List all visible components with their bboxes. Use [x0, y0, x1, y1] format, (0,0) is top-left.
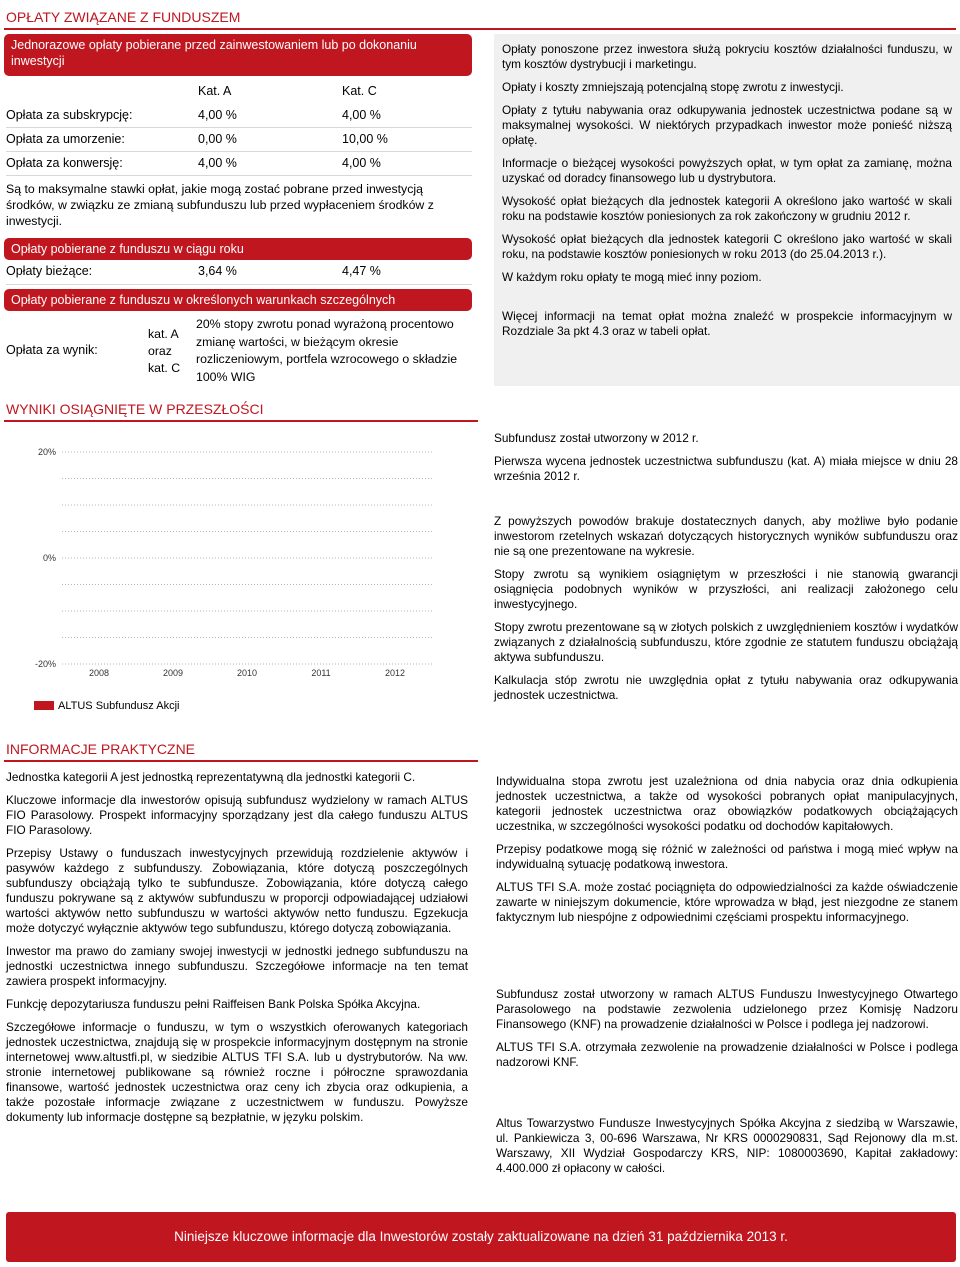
fees-info-paragraph: W każdym roku opłaty te mogą mieć inny poziom.: [502, 270, 762, 284]
fees-title-rule: [4, 28, 956, 30]
update-date-footer: Niniejsze kluczowe informacje dla Inwestorów zostały zaktualizowane na dzień 31 października 2013 r.: [6, 1212, 956, 1262]
past-text-paragraph: Subfundusz został utworzony w 2012 r.: [494, 431, 699, 445]
practical-paragraph: Przepisy Ustawy o funduszach inwestycyjnych przewidują rozdzielenie aktywów i pasywów każdego z subfunduszy. Zobowiązania, które dotyczą poszczególnych subfunduszy obciążają tylko te subfundusze. Zobowiązania, które dotyczą całego funduszu pokrywane są z aktywów subfunduszu w proporcji odpowiadającej udziałowi wartości aktywów netto subfunduszu w wartości aktywów netto funduszu. Egzekucja może dotyczyć wyłącznie aktywów tego subfunduszu, którego dotyczą zobowiązania.: [6, 846, 468, 935]
practical-paragraph: Inwestor ma prawo do zamiany swojej inwestycji w jednostki jednego subfunduszu na jednostki uczestnictwa innego subfunduszu. Szczegółowe informacje na ten temat zawiera prospekt informacyjny.: [6, 944, 468, 988]
past-performance-notes: [494, 514, 958, 711]
fees-info-paragraph: Wysokość opłat bieżących dla jednostek kategorii C określono jako wartość w skali roku, na podstawie kosztów poniesionych w roku 2013 (do 25.04.2013 r.).: [502, 232, 952, 261]
past-performance-chart: [0, 424, 480, 720]
ongoing-value-a: 3,64 %: [198, 264, 237, 278]
chart-legend-label: ALTUS Subfundusz Akcji: [58, 700, 180, 712]
past-title-rule: [4, 420, 478, 422]
ongoing-value-c: 4,47 %: [342, 264, 381, 278]
chart-legend-swatch: [34, 701, 54, 710]
fee-row-ongoing: [6, 264, 472, 282]
fees-column-headers: [6, 84, 472, 100]
divider: [6, 127, 472, 128]
performance-fee-description: 20% stopy zwrotu ponad wyrażoną procentowo zmianę wartości, w bieżącym okresie rozliczeniowym, portfela wzrocowego o składzie 100% WIG: [196, 317, 458, 384]
fee-row-value-c: 4,00 %: [342, 156, 381, 170]
fee-row-label: Opłata za konwersję:: [6, 156, 123, 170]
practical-title-rule: [4, 760, 478, 762]
fees-section-title: OPŁATY ZWIĄZANE Z FUNDUSZEM: [6, 9, 241, 25]
chart-gridlines: [62, 452, 432, 664]
fee-row-value-a: 0,00 %: [198, 132, 237, 146]
practical-paragraph: Indywidualna stopa zwrotu jest uzależniona od dnia nabycia oraz dnia odkupienia jednostek uczestnictwa, a także od wysokości pobranych opłat manipulacyjnych, kategorii jednostek uczestnictwa oraz obowiązków podatkowych obciążających uczestnika, w szczególności wysokości podatku od dochodów kapitałowych.: [496, 774, 958, 833]
col-header-kat-c: Kat. C: [342, 84, 377, 98]
ongoing-fees-header: Opłaty pobierane z funduszu w ciągu roku: [4, 238, 472, 260]
chart-x-ticks: [89, 668, 405, 678]
fees-info-text: [502, 42, 952, 347]
past-performance-intro: [494, 431, 958, 492]
past-performance-title: WYNIKI OSIĄGNIĘTE W PRZESZŁOŚCI: [6, 401, 264, 417]
practical-info-right-b: [496, 987, 958, 1078]
past-text-paragraph: Kalkulacja stóp zwrotu nie uwzględnia opłat z tytułu nabywania oraz odkupywania jednostek uczestnictwa.: [494, 673, 958, 702]
company-details: Altus Towarzystwo Fundusze Inwestycyjnych Spółka Akcyjna z siedzibą w Warszawie, ul. Pankiewicza 3, 00-696 Warszawa, Nr KRS 0000290831, Sąd Rejonowy dla m.st. Warszawy, XII Wydział Gospodarczy KRS, NIP: 1080003690, Kapitał zakładowy: 4.400.000 zł opłacony w całości.: [496, 1116, 958, 1175]
max-fees-note: Są to maksymalne stawki opłat, jakie mogą zostać pobrane przed inwestycją środków, w związku ze zmianą subfunduszu lub przed wypłaceniem środków z inwestycji.: [6, 182, 434, 228]
practical-paragraph: Subfundusz został utworzony w ramach ALTUS Funduszu Inwestycyjnego Otwartego Parasolowego na podstawie zezwolenia udzielonego przez Komisję Nadzoru Finansowego (KNF) na prowadzenie działalności w Polsce i podlega jej nadzorowi.: [496, 987, 958, 1031]
chart-x-tick-label: 2008: [88, 668, 110, 678]
chart-x-tick-label: 2011: [311, 668, 331, 678]
perf-cat-c: kat. C: [148, 361, 181, 375]
fees-info-paragraph: Opłaty i koszty zmniejszają potencjalną stopę zwrotu z inwestycji.: [502, 80, 844, 94]
divider: [6, 151, 472, 152]
practical-paragraph: Przepisy podatkowe mogą się różnić w zależności od państwa i mogą mieć wpływ na indywidualną sytuację podatkową inwestora.: [496, 842, 958, 871]
practical-info-right-a: [496, 774, 958, 933]
fee-row-value-c: 4,00 %: [342, 108, 381, 122]
fee-row-label: Opłata za subskrypcję:: [6, 108, 133, 122]
practical-paragraph: ALTUS TFI S.A. może zostać pociągnięta do odpowiedzialności za każde oświadczenie zawarte w niniejszym dokumencie, które wprowadza w błąd, jest niezgodne ze stanem faktycznym lub niespójne z odpowiednimi częściami prospektu informacyjnego.: [496, 880, 958, 924]
practical-paragraph: Jednostka kategorii A jest jednostką reprezentatywną dla jednostki kategorii C.: [6, 770, 416, 784]
chart-y-ticks: [35, 447, 56, 669]
practical-paragraph: ALTUS TFI S.A. otrzymała zezwolenie na prowadzenie działalności w Polsce i podlega nadzorowi KNF.: [496, 1040, 958, 1069]
divider: [6, 284, 472, 285]
practical-info-title: INFORMACJE PRAKTYCZNE: [6, 741, 196, 757]
past-text-paragraph: Stopy zwrotu są wynikiem osiągniętym w przeszłości i nie stanowią gwarancji osiągnięcia podobnych wyników w przyszłości, ani realizacji założonego celu inwestycyjnego.: [494, 567, 958, 611]
past-text-paragraph: Z powyższych powodów brakuje dostatecznych danych, aby możliwe było podanie inwestorom rzetelnych wskazań dotyczących historycznych wyników subfunduszu oraz nie są one prezentowane na wykresie.: [494, 514, 958, 558]
fees-info-paragraph: Wysokość opłat bieżących dla jednostek kategorii A określono jako wartość w skali roku na podstawie kosztów poniesionych za rok zakończony w grudniu 2012 r.: [502, 194, 952, 223]
perf-cat-and: oraz: [148, 344, 172, 358]
perf-cat-a: kat. A: [148, 327, 179, 341]
ongoing-fees-label: Opłaty bieżące:: [6, 264, 93, 278]
fee-row-subscription: [6, 108, 472, 126]
fee-row-value-a: 4,00 %: [198, 108, 237, 122]
fee-row-value-c: 10,00 %: [342, 132, 388, 146]
past-text-paragraph: Stopy zwrotu prezentowane są w złotych polskich z uwzględnieniem kosztów i wydatków związanych z działalnością subfunduszu, które zgodnie ze statutem funduszu obciążają aktywa subfunduszu.: [494, 620, 958, 664]
practical-paragraph: Kluczowe informacje dla inwestorów opisują subfundusz wydzielony w ramach ALTUS FIO Parasolowy. Prospekt informacyjny sporządzany jest dla całego funduszu ALTUS FIO Parasolowy.: [6, 793, 468, 837]
fee-row-redemption: [6, 132, 472, 150]
past-text-paragraph: Pierwsza wycena jednostek uczestnictwa subfunduszu (kat. A) miała miejsce w dniu 28 września 2012 r.: [494, 454, 958, 483]
fees-info-paragraph: Opłaty z tytułu nabywania oraz odkupywania jednostek uczestnictwa podane są w maksymalnej wysokości. W niektórych przypadkach inwestor może ponieść niższą opłatę.: [502, 103, 952, 147]
col-header-kat-a: Kat. A: [198, 84, 232, 98]
chart-x-tick-label: 2010: [236, 668, 258, 678]
one-off-fees-header: Jednorazowe opłaty pobierane przed zainwestowaniem lub po dokonaniu inwestycji: [4, 34, 472, 76]
performance-fee-categories: [148, 326, 180, 377]
chart-legend: [34, 700, 179, 712]
special-fees-header: Opłaty pobierane z funduszu w określonych warunkach szczególnych: [4, 289, 472, 311]
chart-y-tick-label: 0%: [42, 553, 56, 563]
chart-y-tick-label: 20%: [37, 447, 56, 457]
fees-info-paragraph: Więcej informacji na temat opłat można znaleźć w prospekcie informacyjnym w Rozdziale 3a pkt 4.3 oraz w tabeli opłat.: [502, 309, 952, 338]
practical-paragraph: Funkcję depozytariusza funduszu pełni Raiffeisen Bank Polska Spółka Akcyjna.: [6, 997, 421, 1011]
chart-x-tick-label: 2009: [162, 668, 184, 678]
practical-paragraph: Szczegółowe informacje o funduszu, w tym o wszystkich oferowanych kategoriach jednostek uczestnictwa, znajdują się w prospekcie informacyjnym dostępnym na stronie internetowej www.altustfi.pl, w siedzibie ALTUS TFI S.A. lub u dystrybutorów. Na ww. stronie internetowej publikowane są również roczne i półroczne sprawozdania finansowe, wartość jednostek uczestnictwa oraz ceny ich zbycia oraz odkupienia, a także pozostałe informacje związane z uczestnictwem w funduszu. Powyższe dokumenty lub informacje dostępne są bezpłatnie, w języku polskim.: [6, 1020, 468, 1124]
fee-row-label: Opłata za umorzenie:: [6, 132, 125, 146]
performance-fee-label: Opłata za wynik:: [6, 343, 98, 357]
chart-y-tick-label: -20%: [34, 659, 56, 669]
fees-info-paragraph: Informacje o bieżącej wysokości powyższych opłat, w tym opłat za zamianę, można uzyskać od doradcy finansowego lub u dystrybutora.: [502, 156, 952, 185]
chart-x-tick-label: 2012: [384, 668, 406, 678]
practical-info-left: [6, 770, 468, 1133]
divider: [6, 175, 472, 176]
fees-info-paragraph: Opłaty ponoszone przez inwestora służą pokryciu kosztów działalności funduszu, w tym kosztów dystrybucji i marketingu.: [502, 42, 952, 71]
fee-row-conversion: [6, 156, 472, 174]
fee-row-value-a: 4,00 %: [198, 156, 237, 170]
